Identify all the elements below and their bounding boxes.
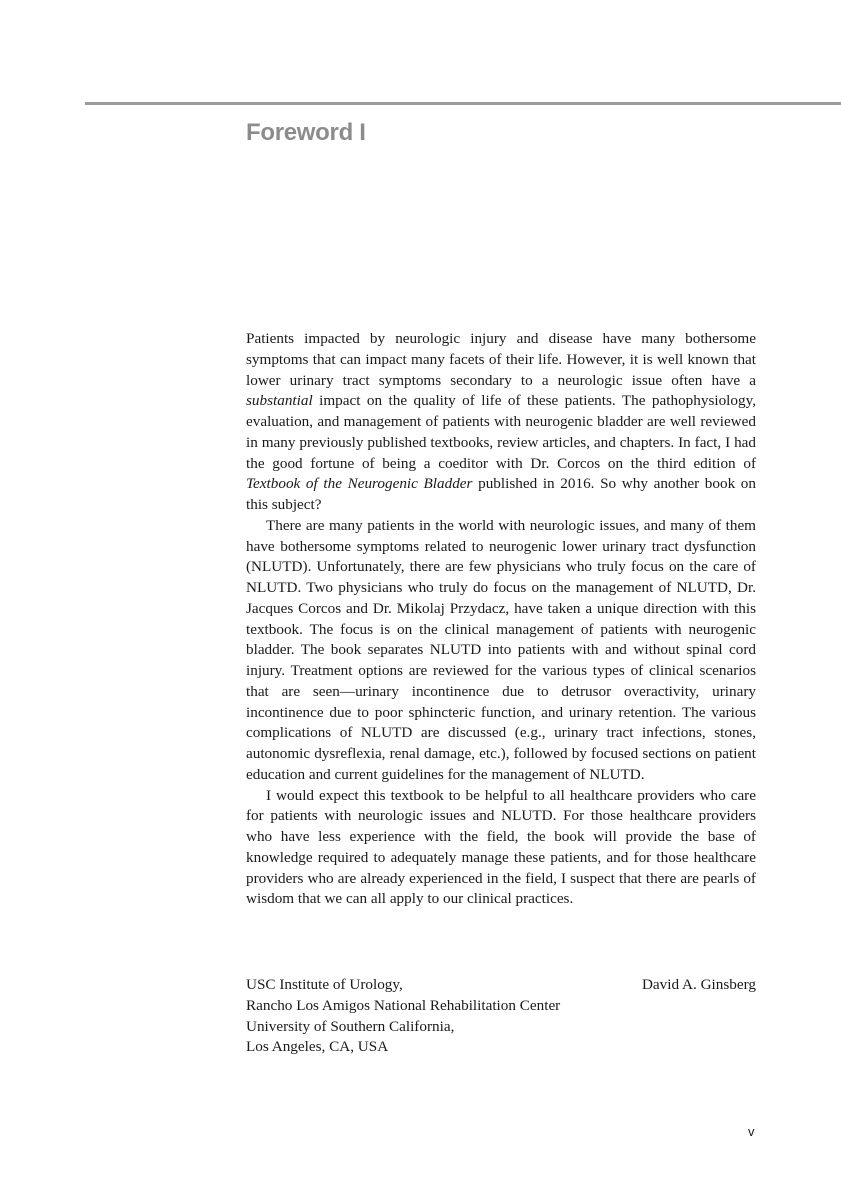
page-number: v: [748, 1124, 755, 1139]
paragraph-2: There are many patients in the world with neurologic issues, and many of them have bothersome symptoms related to neurogenic lower urinary tract dysfunction (NLUTD). Unfortunately, there are few physicians who truly focus on the care of NLUTD. Two physicians who truly do focus on the management of NLUTD, Dr. Jacques Corcos and Dr. Mikolaj Przydacz, have taken a unique direction with this textbook. The focus is on the clinical management of patients with neurogenic bladder. The book separates NLUTD into patients with and without spinal cord injury. Treatment options are reviewed for the various types of clinical scenarios that are seen—urinary incontinence due to detrusor overactivity, urinary incontinence due to poor sphincteric function, and urinary retention. The various complications of NLUTD are discussed (e.g., urinary tract infections, stones, autonomic dysreflexia, renal damage, etc.), followed by focused sections on patient education and current guidelines for the management of NLUTD.: [246, 516, 756, 783]
foreword-body: [246, 329, 756, 910]
header-rule: [85, 102, 841, 105]
chapter-title: Foreword I: [246, 119, 366, 146]
paragraph-1-text-c: published in 2016. So why another book on this subject?: [246, 475, 756, 513]
signature-block: [246, 975, 756, 1058]
affiliation-line: Rancho Los Amigos National Rehabilitation Center: [246, 996, 561, 1014]
book-title-citation: Textbook of the Neurogenic Bladder: [246, 475, 473, 493]
affiliation-line: University of Southern California,: [246, 1017, 455, 1035]
paragraph-1: [246, 329, 756, 516]
affiliation-line: Los Angeles, CA, USA: [246, 1038, 389, 1056]
affiliation-line: USC Institute of Urology,: [246, 976, 403, 993]
paragraph-1-text-b: impact on the quality of life of these patients. The pathophysiology, evaluation, and management of patients with neurogenic bladder are well reviewed in many previously published textbooks, review articles, and chapters. In fact, I had the good fortune of being a coeditor with Dr. Corcos on the third edition of: [246, 392, 756, 472]
emphasis-substantial: substantial: [246, 392, 313, 410]
paragraph-3: I would expect this textbook to be helpful to all healthcare providers who care for patients with neurologic issues and NLUTD. For those healthcare providers who have less experience with the field, the book will provide the base of knowledge required to adequately manage these patients, and for those healthcare providers who are already experienced in the field, I suspect that there are pearls of wisdom that we can all apply to our clinical practices.: [246, 786, 756, 908]
paragraph-1-text-a: Patients impacted by neurologic injury and disease have many bothersome symptoms that can impact many facets of their life. However, it is well known that lower urinary tract symptoms secondary to a neurologic issue often have a: [246, 330, 756, 389]
author-name: David A. Ginsberg: [641, 976, 756, 993]
